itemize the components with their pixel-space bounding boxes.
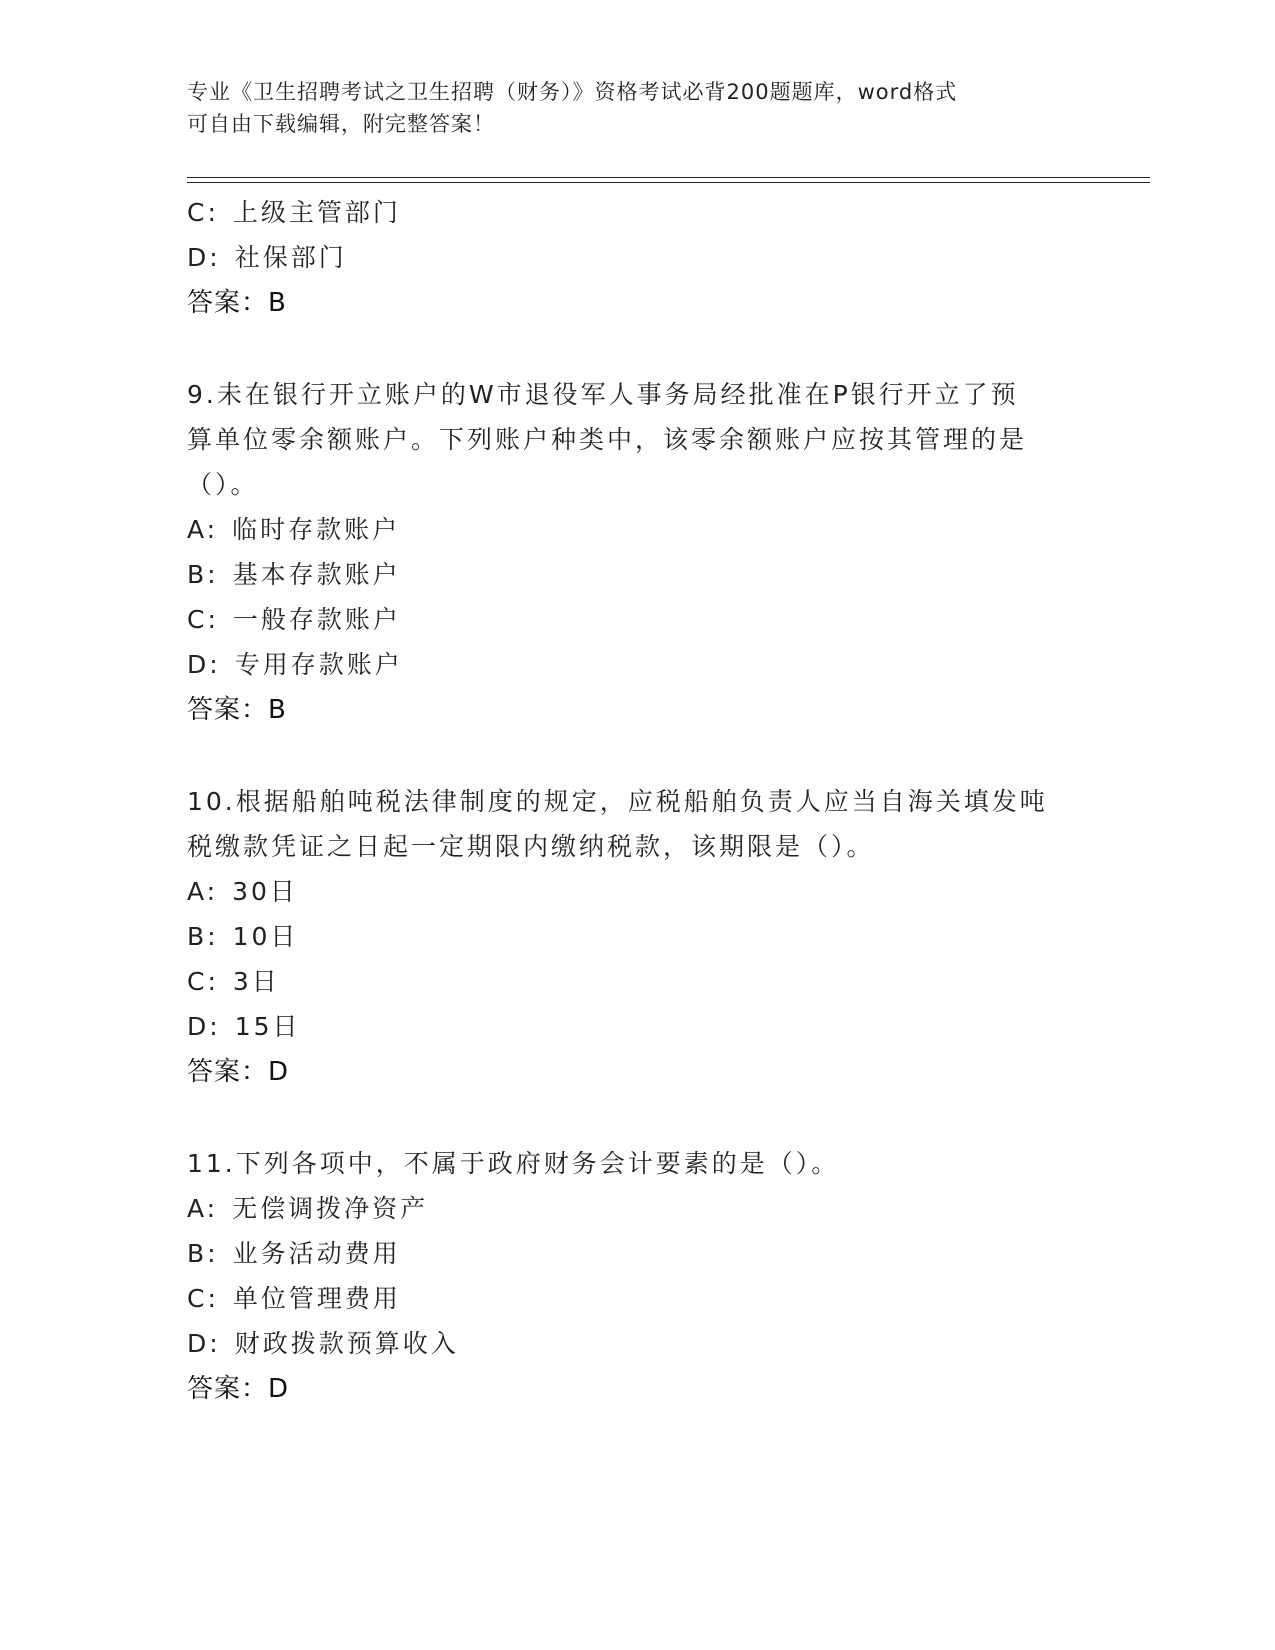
option-label: B:	[187, 922, 219, 951]
option-label: B:	[187, 1239, 219, 1268]
option-text: 财政拨款预算收入	[234, 1329, 459, 1358]
question-text-line: 10.根据船舶吨税法律制度的规定，应税船舶负责人应当自海关填发吨	[187, 787, 1048, 816]
answer-value: D	[268, 1374, 290, 1404]
option-text: 一般存款账户	[232, 605, 401, 634]
option-label: D:	[187, 1012, 221, 1041]
answer-value: B	[268, 695, 287, 725]
option-text: 30日	[232, 877, 298, 906]
option-text: 15日	[234, 1012, 301, 1041]
option-d	[187, 642, 1087, 687]
option-d	[187, 235, 1087, 280]
answer-label: 答案：	[187, 695, 269, 725]
answer-label: 答案：	[187, 1374, 269, 1404]
option-c	[187, 1276, 1087, 1321]
option-c	[187, 959, 1087, 1004]
option-label: C:	[187, 198, 219, 227]
option-a	[187, 869, 1087, 914]
option-text: 3日	[232, 967, 280, 996]
option-label: C:	[187, 605, 219, 634]
option-b	[187, 914, 1087, 959]
option-d	[187, 1004, 1087, 1049]
option-label: C:	[187, 967, 219, 996]
answer-line	[187, 1049, 1087, 1095]
option-c	[187, 597, 1087, 642]
spacer	[187, 733, 1087, 779]
spacer	[187, 1095, 1087, 1141]
question-block-11	[187, 1141, 1087, 1412]
answer-value: B	[268, 288, 287, 318]
option-text: 社保部门	[234, 243, 347, 272]
option-text: 10日	[232, 922, 299, 951]
option-text: 无偿调拨净资产	[232, 1194, 429, 1223]
header-line-1: 专业《卫生招聘考试之卫生招聘（财务）》资格考试必背200题题库，word格式	[187, 80, 958, 104]
question-text-line: 算单位零余额账户。下列账户种类中，该零余额账户应按其管理的是	[187, 425, 1028, 454]
question-block-10	[187, 779, 1087, 1095]
question-text-line: （）。	[187, 470, 259, 499]
answer-line	[187, 1366, 1087, 1412]
header-line-2: 可自由下载编辑，附完整答案！	[187, 112, 495, 136]
option-text: 上级主管部门	[232, 198, 401, 227]
option-a	[187, 507, 1087, 552]
option-text: 业务活动费用	[232, 1239, 401, 1268]
question-text-line: 9.未在银行开立账户的W市退役军人事务局经批准在P银行开立了预	[187, 380, 1019, 409]
option-label: D:	[187, 650, 221, 679]
spacer	[187, 326, 1087, 372]
header-divider-bottom	[187, 182, 1150, 183]
option-b	[187, 552, 1087, 597]
option-b	[187, 1231, 1087, 1276]
answer-label: 答案：	[187, 1057, 269, 1087]
question-block-9	[187, 372, 1087, 733]
option-label: C:	[187, 1284, 219, 1313]
option-text: 单位管理费用	[232, 1284, 401, 1313]
document-header	[187, 76, 1067, 140]
option-d	[187, 1321, 1087, 1366]
option-label: D:	[187, 243, 221, 272]
header-divider-top	[187, 177, 1150, 178]
option-text: 专用存款账户	[234, 650, 403, 679]
answer-value: D	[268, 1057, 290, 1087]
answer-label: 答案：	[187, 288, 269, 318]
answer-line	[187, 280, 1087, 326]
option-text: 基本存款账户	[232, 560, 401, 589]
option-c	[187, 190, 1087, 235]
answer-line	[187, 687, 1087, 733]
question-list	[187, 190, 1087, 1412]
question-text-line: 11.下列各项中，不属于政府财务会计要素的是（）。	[187, 1149, 840, 1178]
option-a	[187, 1186, 1087, 1231]
question-text-line: 税缴款凭证之日起一定期限内缴纳税款，该期限是（）。	[187, 832, 875, 861]
option-label: D:	[187, 1329, 221, 1358]
option-text: 临时存款账户	[232, 515, 401, 544]
option-label: B:	[187, 560, 219, 589]
option-label: A:	[187, 877, 219, 906]
option-label: A:	[187, 1194, 219, 1223]
question-block-continued	[187, 190, 1087, 326]
option-label: A:	[187, 515, 219, 544]
